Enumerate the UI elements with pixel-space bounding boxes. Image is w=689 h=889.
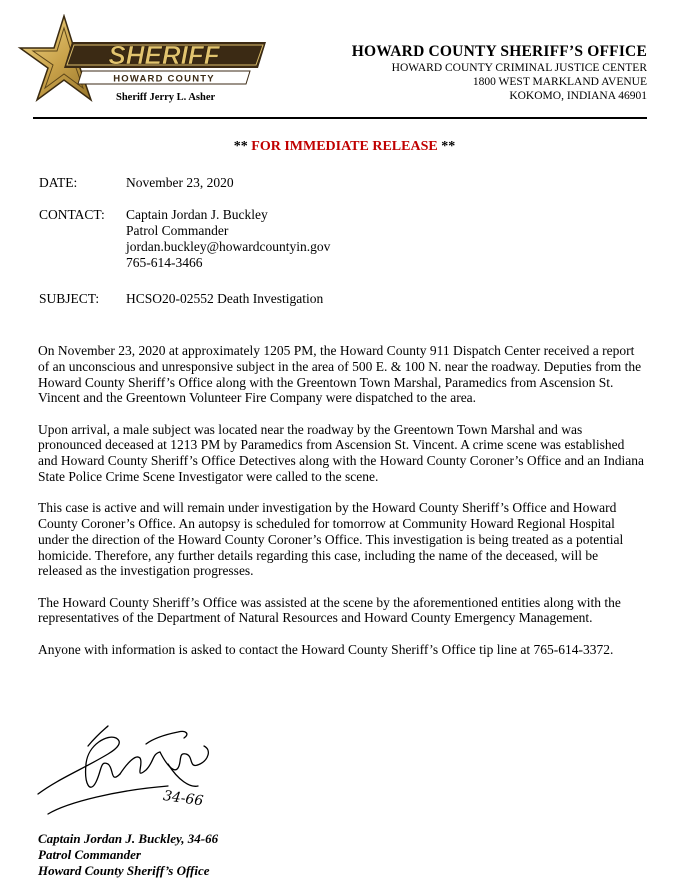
address-line-1: HOWARD COUNTY CRIMINAL JUSTICE CENTER	[391, 62, 647, 74]
letterhead	[352, 43, 647, 103]
logo-title: SHERIFF	[108, 40, 220, 70]
signer-title: Patrol Commander	[38, 847, 141, 862]
subject-label: SUBJECT:	[39, 291, 100, 306]
body-paragraph-2: Upon arrival, a male subject was located near the roadway by the Greentown Town Marshal and was pronounced deceased at 1213 PM by Paramedics from Ascension St. Vincent. A crime scene was established and Howard County Sheriff’s Office Detectives along with the Howard County Coroner’s Office and an Indiana State Police Crime Scene Investigator were called to the scene.	[38, 421, 644, 484]
release-banner	[0, 139, 689, 155]
body-paragraph-5: Anyone with information is asked to contact the Howard County Sheriff’s Office tip line at 765-614-3372.	[38, 641, 614, 657]
signature-icon	[28, 724, 228, 824]
contact-email: jordan.buckley@howardcountyin.gov	[126, 239, 331, 254]
contact-name: Captain Jordan J. Buckley	[126, 207, 268, 222]
address-line-2: 1800 WEST MARKLAND AVENUE	[472, 76, 647, 88]
body-paragraph-3: This case is active and will remain under investigation by the Howard County Sheriff’s Office and Howard County Coroner’s Office. An autopsy is scheduled for tomorrow at Community Howard Regional Hospital under the direction of the Howard County Coroner’s Office. This investigation is being treated as a potential homicide. Therefore, any further details regarding this case, including the name of the deceased, will be released as the investigation progresses.	[38, 500, 624, 579]
contact-phone: 765-614-3466	[126, 255, 203, 270]
organization-name: HOWARD COUNTY SHERIFF’S OFFICE	[351, 43, 647, 60]
date-label: DATE:	[39, 175, 78, 190]
body-paragraph-4: The Howard County Sheriff’s Office was assisted at the scene by the aforementioned entities along with the representatives of the Department of Natural Resources and Howard County Emergency Management.	[38, 594, 621, 626]
handwritten-signature	[28, 724, 228, 829]
release-label: FOR IMMEDIATE RELEASE	[251, 139, 438, 154]
subject-value: HCSO20-02552 Death Investigation	[126, 291, 324, 306]
release-suffix: **	[441, 139, 456, 154]
contact-title: Patrol Commander	[126, 223, 229, 238]
logo-county: HOWARD COUNTY	[113, 73, 215, 85]
sheriff-name: Sheriff Jerry L. Asher	[116, 92, 216, 103]
signature-badge-number: 34-66	[162, 787, 205, 810]
address-line-3: KOKOMO, INDIANA 46901	[509, 90, 647, 102]
signature-block	[38, 831, 218, 879]
header-divider	[33, 117, 647, 119]
sheriff-logo	[14, 14, 276, 110]
release-body	[38, 343, 644, 673]
signer-office: Howard County Sheriff’s Office	[38, 863, 210, 878]
date-value: November 23, 2020	[126, 175, 234, 190]
signer-name: Captain Jordan J. Buckley, 34-66	[38, 831, 219, 846]
contact-label: CONTACT:	[39, 207, 105, 222]
body-paragraph-1: On November 23, 2020 at approximately 1205 PM, the Howard County 911 Dispatch Center received a report of an unconscious and unresponsive subject in the area of 500 E. & 100 N. near the roadway. Deputies from the Howard County Sheriff’s Office along with the Greentown Town Marshal, Paramedics from Ascension St. Vincent and the Greentown Volunteer Fire Company were dispatched to the area.	[38, 343, 642, 406]
release-prefix: **	[233, 139, 248, 154]
